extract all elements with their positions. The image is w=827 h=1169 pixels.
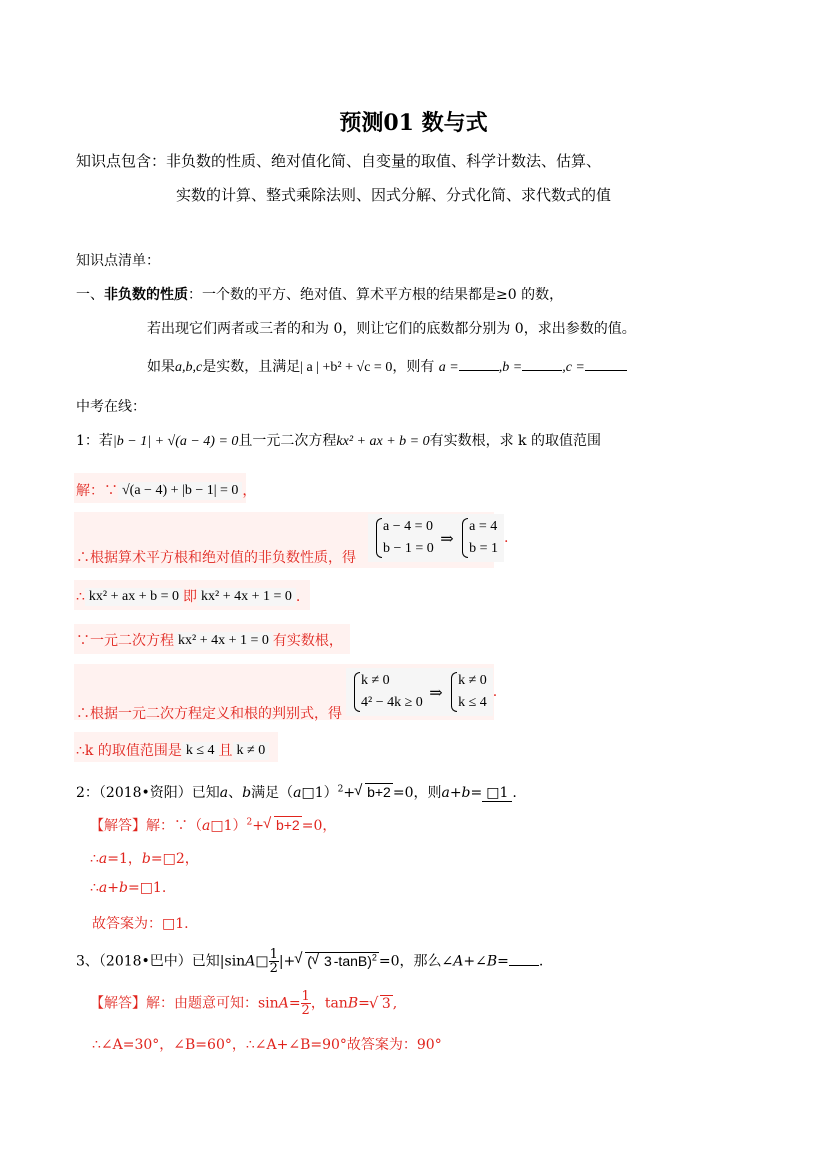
q3-s1-pre: 解：由题意可知：sin xyxy=(146,995,279,1012)
q3-s1-root xyxy=(370,996,393,1012)
q1-step5-text: ∴根据一元二次方程定义和根的判别式，得 xyxy=(76,706,342,722)
q2-ab: a+b xyxy=(441,785,471,801)
q3-box: □ xyxy=(255,953,269,970)
q1-sys5-a2: 4² − 4k ≥ 0 xyxy=(361,695,423,710)
q3-root-post: -tanB) xyxy=(333,952,372,969)
q2-plus: + xyxy=(343,785,356,801)
q3-fin: . xyxy=(538,953,544,970)
section1-text: ：一个数的平方、绝对值、算术平方根的结果都是≥0 的数， xyxy=(188,287,564,303)
q2-s1-radicand: b+2 xyxy=(275,817,300,833)
q3-plus: +∠ xyxy=(463,953,487,970)
q2-s1-root xyxy=(264,817,302,833)
page-title: 预测01 数与式 xyxy=(339,110,488,136)
q2-s1-a: 解：∵（ xyxy=(146,818,202,834)
q2-sep: 、 xyxy=(228,785,243,801)
q1-s4-math: kx² + 4x + 1 = 0 xyxy=(174,632,273,650)
points-text-2: 实数的计算、整式乘除法则、因式分解、分式化简、求代数式的值 xyxy=(176,186,612,204)
section1-line2: 若出现它们两者或三者的和为 0，则让它们的底数都分别为 0，求出参数的值。 xyxy=(147,321,636,337)
q1-mid: 且一元二次方程 xyxy=(238,433,337,449)
q1-system5-box xyxy=(346,668,493,716)
q1-s1-pre: 解：∵ xyxy=(76,483,118,499)
q1-s4-pre: ∵一元二次方程 xyxy=(76,633,174,649)
q1-s1-math: √(a − 4) + |b − 1| = 0 xyxy=(118,482,242,500)
q1-s3-post: . xyxy=(295,589,301,605)
q2-s1-sq: 2 xyxy=(246,817,253,828)
q3-root-pre: ( xyxy=(307,952,312,969)
q2-s1-b: □1） xyxy=(210,818,247,834)
section1-line1 xyxy=(76,284,563,304)
q1-s4-post: 有实数根， xyxy=(272,633,343,649)
q2-s1-var: a xyxy=(202,818,211,834)
q2-answer: □1 xyxy=(482,785,512,802)
q3-radicand xyxy=(305,952,379,969)
q1-sys5-b1: k ≠ 0 xyxy=(458,673,487,688)
q2-sol3 xyxy=(90,880,166,896)
q1-num: 1：若 xyxy=(76,433,113,449)
q2-stem xyxy=(76,782,517,802)
q3-pre: 3、（2018•巴中）已知|sin xyxy=(76,953,246,970)
q3-sol1 xyxy=(90,990,397,1017)
q2-s3-pre: ∴ xyxy=(90,880,99,896)
q3-A2: A xyxy=(453,953,464,970)
q3-inner-three: 3 xyxy=(323,952,332,969)
q2-s2-post: =□2， xyxy=(150,851,199,867)
q1-s6-mid: 且 xyxy=(218,743,233,759)
q3-s1-den: 2 xyxy=(301,1003,310,1018)
q3-end: = xyxy=(497,953,509,970)
online-heading: 中考在线： xyxy=(76,399,146,415)
q3-s1-eq: = xyxy=(288,995,301,1012)
implies-icon: ⇒ xyxy=(440,528,454,548)
q2-s3-post: =□1. xyxy=(127,880,167,896)
q1-post: 有实数根，求 k 的取值范围 xyxy=(429,433,601,449)
q1-s6-m1: k ≤ 4 xyxy=(182,742,219,760)
c-blank xyxy=(585,356,627,371)
q1-system5-b xyxy=(449,670,487,714)
example-pre: 如果 xyxy=(147,359,175,375)
points-line1 xyxy=(76,150,601,171)
q2-s1-tag: 【解答】 xyxy=(90,818,146,834)
q3-s1-frac xyxy=(301,990,311,1017)
b-blank xyxy=(522,356,562,371)
q3-s1-A: A xyxy=(278,995,289,1012)
q3-half xyxy=(269,948,279,975)
q1-stem xyxy=(76,430,601,450)
example-equation: | a | +b² + √c = 0 xyxy=(300,360,393,375)
c-label: ,c = xyxy=(562,360,585,375)
q2-root xyxy=(355,784,393,800)
q3-s1-B: B xyxy=(347,995,359,1012)
q3-s1-mid: ，tan xyxy=(310,995,348,1012)
q1-step6 xyxy=(76,740,269,760)
q3-A: A xyxy=(245,953,256,970)
q2-pre: 2：（2018•资阳）已知 xyxy=(76,785,220,801)
q3-inner-root xyxy=(312,953,334,969)
q1-s3-pre: ∴ xyxy=(76,589,85,605)
q2-eq: =0，则 xyxy=(392,785,442,801)
q2-b: b xyxy=(242,785,252,801)
q1-sys5-b2: k ≤ 4 xyxy=(458,695,487,710)
q1-sys-a2: b − 1 = 0 xyxy=(383,541,434,556)
section1-prefix: 一、 xyxy=(76,287,104,303)
q1-system5-a xyxy=(352,670,423,714)
q3-blank xyxy=(509,951,539,966)
q3-eq: =0，那么∠ xyxy=(378,953,454,970)
q1-s6-m2: k ≠ 0 xyxy=(233,742,270,760)
q2-s2-pre: ∴ xyxy=(90,851,99,867)
q1-step4 xyxy=(76,630,343,650)
q1-s6-pre: ∴k 的取值范围是 xyxy=(76,743,182,759)
q1-s3-mid: 即 xyxy=(183,589,198,605)
q2-s2-a: a xyxy=(98,851,108,867)
q1-sys-b2: b = 1 xyxy=(469,541,499,556)
points-text-1: 非负数的性质、绝对值化简、自变量的取值、科学计数法、估算、 xyxy=(166,152,602,170)
q2-sq: 2 xyxy=(337,784,344,795)
q2-eq2: = xyxy=(470,785,483,801)
q2-s1-plus: + xyxy=(252,818,264,834)
q2-a: a xyxy=(219,785,229,801)
q3-stem xyxy=(76,948,543,975)
q1-step2-systems xyxy=(368,514,508,562)
q1-sys5-a1: k ≠ 0 xyxy=(361,673,390,688)
example-vars: a,b,c xyxy=(175,360,203,375)
q1-step3 xyxy=(76,586,300,606)
list-heading: 知识点清单： xyxy=(76,253,160,269)
q2-root-radicand: b+2 xyxy=(367,784,391,800)
a-blank xyxy=(459,356,499,371)
example-post: ，则有 xyxy=(392,359,435,375)
implies-icon: ⇒ xyxy=(429,682,443,702)
q1-sys-b1: a = 4 xyxy=(469,519,498,534)
q3-s1-radicand: 3 xyxy=(381,995,391,1012)
q2-s1-c: =0， xyxy=(301,818,337,834)
q3-s1-eq2: = xyxy=(358,995,370,1012)
q3-B: B xyxy=(486,953,498,970)
q2-s3-ab: a+b xyxy=(98,880,128,896)
section1-title: 非负数的性质 xyxy=(104,287,188,303)
section1-example xyxy=(147,356,627,376)
q3-half-num: 1 xyxy=(269,947,278,962)
q3-half-den: 2 xyxy=(269,961,278,976)
q2-sol4: 故答案为：□1. xyxy=(92,916,189,932)
q1-s3-m2: kx² + 4x + 1 = 0 xyxy=(197,588,296,606)
q3-root xyxy=(295,952,379,969)
q3-bar: |+ xyxy=(278,953,296,970)
q1-step5-systems xyxy=(346,668,497,716)
q3-s1-tag: 【解答】 xyxy=(90,995,146,1012)
q1-cond: |b − 1| + √(a − 4) = 0 xyxy=(112,434,239,449)
points-label: 知识点包含： xyxy=(76,152,167,170)
b-label: ,b = xyxy=(498,360,523,375)
q1-system-a xyxy=(374,516,434,560)
q1-s1-post: ， xyxy=(242,483,257,499)
q2-s2-b: b xyxy=(141,851,151,867)
q2-mid: 满足（ xyxy=(251,785,294,801)
q1-step2-text: ∴根据算术平方根和绝对值的非负数性质，得 xyxy=(76,550,356,566)
q3-s1-num: 1 xyxy=(301,989,310,1004)
q3-s1-end: , xyxy=(392,995,398,1012)
q2-a2: a xyxy=(293,785,302,801)
q2-box: □1） xyxy=(301,785,338,801)
q1-system-b xyxy=(460,516,498,560)
q1-s5-post: . xyxy=(492,684,498,700)
q2-sol1 xyxy=(90,815,336,835)
example-mid: 是实数，且满足 xyxy=(202,359,301,375)
q1-system-box xyxy=(368,514,504,562)
q1-sys-a1: a − 4 = 0 xyxy=(383,519,434,534)
q1-eq: kx² + ax + b = 0 xyxy=(336,434,430,449)
a-label: a = xyxy=(438,360,459,375)
q3-sq: 2 xyxy=(371,951,377,962)
q2-sol2 xyxy=(90,848,199,868)
q3-sol2: ∴∠A=30°，∠B=60°，∴∠A+∠B=90°故答案为：90° xyxy=(92,1037,442,1053)
q1-step1 xyxy=(76,480,256,500)
q2-s2-mid: =1， xyxy=(107,851,142,867)
q2-end: . xyxy=(512,785,517,801)
q1-s2-post: . xyxy=(504,530,509,546)
q1-s3-m1: kx² + ax + b = 0 xyxy=(85,588,183,606)
